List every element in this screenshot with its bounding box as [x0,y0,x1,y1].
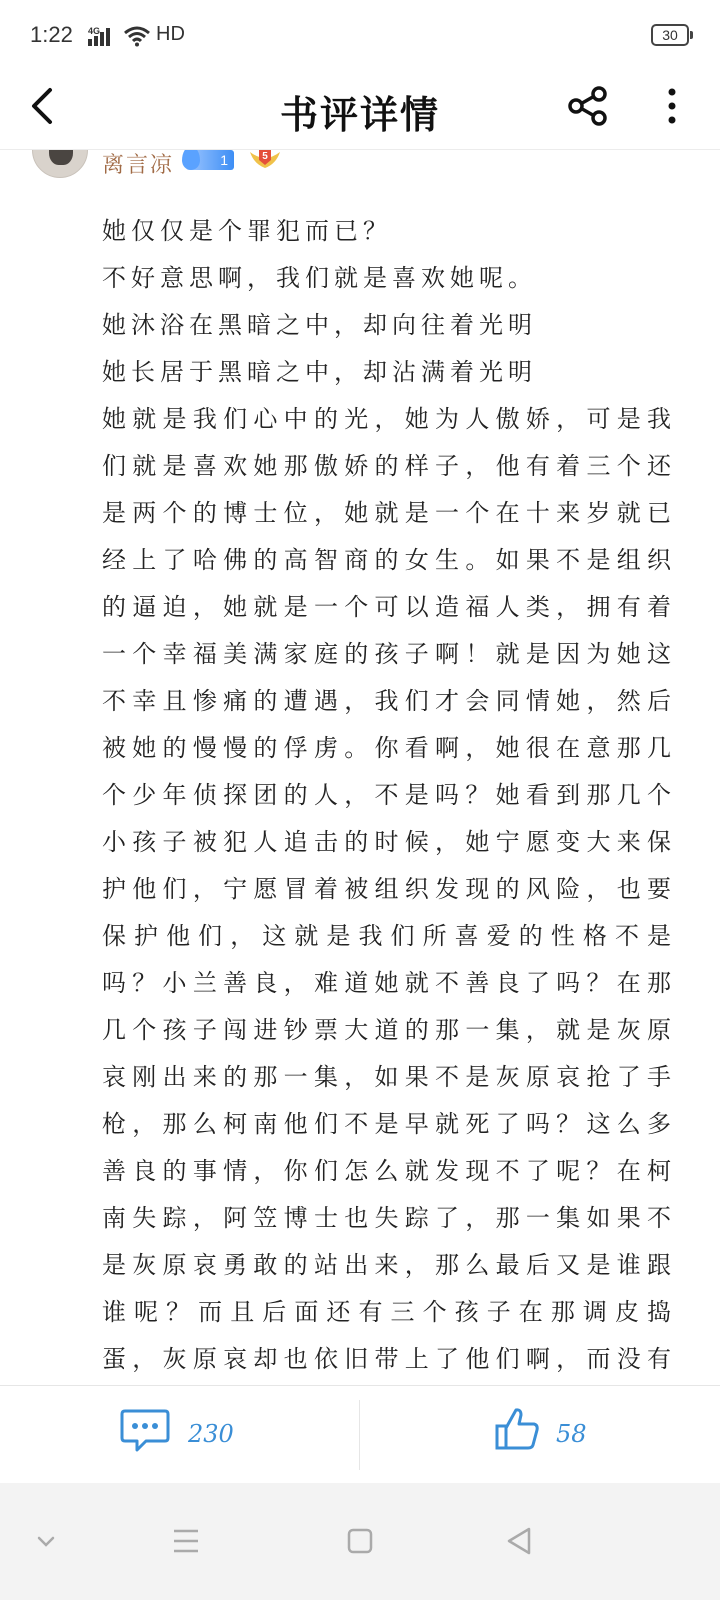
nav-menu-button[interactable] [166,1521,206,1561]
share-icon [566,84,610,128]
comment-button[interactable] [120,1408,260,1464]
triangle-back-icon [500,1521,540,1561]
rank-value: 5 [262,151,268,162]
cellular-signal-icon [88,26,116,48]
network-type: 4G [88,26,101,36]
footer-divider [359,1400,360,1470]
more-options-button[interactable] [660,84,684,128]
review-line-2: 不好意思啊，我们就是喜欢她呢。 [102,264,537,292]
wifi-icon [124,25,150,47]
rank-medal-icon [248,150,282,172]
status-bar [0,0,720,72]
review-body-paragraph: 她就是我们心中的光，她为人傲娇，可是我们就是喜欢她那傲娇的样子，他有着三个还是两个的博士位，她就是一个在十来岁就已经上了哈佛的高智商的女生。如果不是组织的逼迫，她就是一个可以造福人类，拥有着一个幸福美满家庭的孩子啊！就是因为她这不幸且惨痛的遭遇，我们才会同情她，然后被她的慢慢的俘虏。你看啊，她很在意那几个少年侦探团的人，不是吗？她看到那几个小孩子被犯人追击的时候，她宁愿变大来保护他们，宁愿冒着被组织发现的风险，也要保护他们，这就是我们所喜爱的性格不是吗？小兰善良，难道她就不善良了吗？在那几个孩子闯进钞票大道的那一集，就是灰原哀刚出来的那一集，如果不是灰原哀抢了手枪，那么柯南他们不是早就死了吗？这么多善良的事情，你们怎么就发现不了呢？在柯南失踪，阿笠博士也失踪了，那一集如果不是灰原哀勇敢的站出来，那么最后又是谁跟谁呢？而且后面还有三个孩子在那调皮捣蛋，灰原哀却也依旧带上了他们啊，而没有 [102,405,676,1373]
review-line-1: 她仅仅是个罪犯而已？ [102,217,392,245]
comment-count: 230 [188,1420,234,1448]
nav-back-button[interactable] [500,1521,540,1561]
battery-indicator: 30 [651,24,689,46]
review-line-4: 她长居于黑暗之中，却沾满着光明 [102,358,537,386]
review-content [102,208,676,1378]
flame-icon [182,150,200,170]
review-line-3: 她沐浴在黑暗之中，却向往着光明 [102,311,537,339]
status-time: 1:22 [30,22,73,47]
author-name[interactable]: 离言凉 [102,153,175,178]
more-vertical-icon [660,84,684,128]
user-level-badge [186,150,234,170]
hd-indicator: HD [156,23,185,45]
user-level-value: 1 [220,152,228,168]
page-title: 书评详情 [279,92,440,137]
nav-collapse-button[interactable] [26,1521,66,1561]
system-navigation-bar [0,1483,720,1600]
share-button[interactable] [566,84,610,128]
review-action-bar [0,1385,720,1483]
thumbs-up-icon [494,1406,540,1452]
comment-bubble-icon [120,1408,170,1454]
nav-home-button[interactable] [340,1521,380,1561]
like-count: 58 [556,1420,587,1448]
top-app-bar [0,72,720,150]
square-home-icon [340,1521,380,1561]
author-row [0,150,720,196]
like-button[interactable] [494,1406,604,1462]
chevron-down-icon [26,1521,66,1561]
menu-icon [166,1521,206,1561]
author-avatar[interactable] [32,150,88,178]
